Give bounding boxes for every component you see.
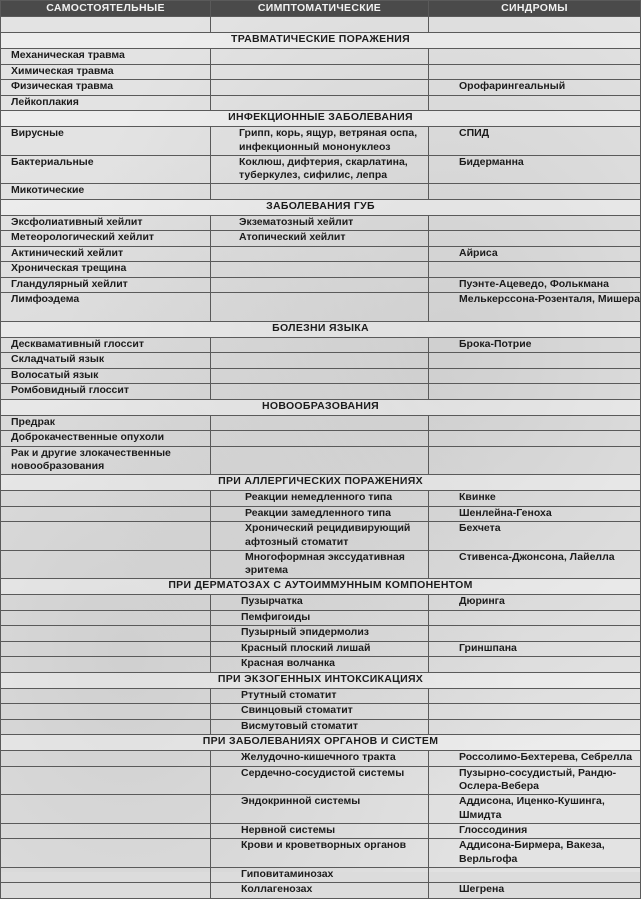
table-row	[1, 704, 641, 720]
symptomatic-cell: Хронический рецидивирующий афтозный стоматит	[211, 522, 429, 551]
independent-cell: Доброкачественные опухоли	[1, 431, 211, 447]
independent-cell	[1, 610, 211, 626]
symptomatic-cell	[211, 262, 429, 278]
table-row	[1, 277, 641, 293]
table-row	[1, 766, 641, 795]
symptomatic-cell: Грипп, корь, ящур, ветряная оспа, инфекционный мононуклеоз	[211, 127, 429, 156]
blank-cell	[1, 17, 211, 33]
independent-cell	[1, 688, 211, 704]
independent-cell	[1, 839, 211, 868]
independent-cell: Вирусные	[1, 127, 211, 156]
syndrome-cell	[429, 353, 641, 369]
symptomatic-cell	[211, 384, 429, 400]
syndrome-cell	[429, 262, 641, 278]
table-row	[1, 641, 641, 657]
symptomatic-cell	[211, 80, 429, 96]
independent-cell	[1, 719, 211, 735]
symptomatic-cell: Висмутовый стоматит	[211, 719, 429, 735]
table-row	[1, 719, 641, 735]
table-row	[1, 491, 641, 507]
independent-cell	[1, 641, 211, 657]
independent-cell: Бактериальные	[1, 155, 211, 184]
table-row	[1, 293, 641, 322]
syndrome-cell: Айриса	[429, 246, 641, 262]
section-header-row	[1, 579, 641, 595]
table-row	[1, 823, 641, 839]
section-title: НОВООБРАЗОВАНИЯ	[1, 399, 641, 415]
syndrome-cell: Брока-Потрие	[429, 337, 641, 353]
table-row	[1, 127, 641, 156]
independent-cell: Предрак	[1, 415, 211, 431]
symptomatic-cell	[211, 446, 429, 475]
symptomatic-cell: Экзематозный хейлит	[211, 215, 429, 231]
syndrome-cell	[429, 184, 641, 200]
independent-cell	[1, 867, 211, 883]
table-row	[1, 384, 641, 400]
independent-cell: Десквамативный глоссит	[1, 337, 211, 353]
section-title: ПРИ ДЕРМАТОЗАХ С АУТОИММУННЫМ КОМПОНЕНТОМ	[1, 579, 641, 595]
independent-cell: Химическая травма	[1, 64, 211, 80]
symptomatic-cell	[211, 337, 429, 353]
symptomatic-cell: Свинцовый стоматит	[211, 704, 429, 720]
independent-cell	[1, 883, 211, 899]
blank-row	[1, 17, 641, 33]
symptomatic-cell: Коллагенозах	[211, 883, 429, 899]
independent-cell	[1, 522, 211, 551]
syndrome-cell	[429, 64, 641, 80]
symptomatic-cell	[211, 368, 429, 384]
independent-cell	[1, 766, 211, 795]
header-independent: САМОСТОЯТЕЛЬНЫЕ	[1, 1, 211, 17]
syndrome-cell	[429, 384, 641, 400]
independent-cell: Механическая травма	[1, 49, 211, 65]
section-title: ПРИ АЛЛЕРГИЧЕСКИХ ПОРАЖЕНИЯХ	[1, 475, 641, 491]
independent-cell	[1, 823, 211, 839]
table-row	[1, 353, 641, 369]
syndrome-cell	[429, 867, 641, 883]
table-row	[1, 80, 641, 96]
syndrome-cell: Аддисона, Иценко-Кушинга, Шмидта	[429, 795, 641, 824]
independent-cell	[1, 751, 211, 767]
table-row	[1, 368, 641, 384]
symptomatic-cell: Сердечно-сосудистой системы	[211, 766, 429, 795]
independent-cell: Лейкоплакия	[1, 95, 211, 111]
table-row	[1, 49, 641, 65]
symptomatic-cell	[211, 353, 429, 369]
independent-cell: Метеорологический хейлит	[1, 231, 211, 247]
symptomatic-cell: Реакции немедленного типа	[211, 491, 429, 507]
table-row	[1, 751, 641, 767]
symptomatic-cell: Красная волчанка	[211, 657, 429, 673]
table-row	[1, 231, 641, 247]
header-syndromes: СИНДРОМЫ	[429, 1, 641, 17]
symptomatic-cell	[211, 246, 429, 262]
section-header-row	[1, 33, 641, 49]
syndrome-cell: Пузырно-сосудистый, Рандю-Ослера-Вебера	[429, 766, 641, 795]
header-symptomatic: СИМПТОМАТИЧЕСКИЕ	[211, 1, 429, 17]
independent-cell	[1, 795, 211, 824]
independent-cell: Гландулярный хейлит	[1, 277, 211, 293]
syndrome-cell	[429, 657, 641, 673]
syndrome-cell	[429, 95, 641, 111]
independent-cell	[1, 657, 211, 673]
symptomatic-cell: Желудочно-кишечного тракта	[211, 751, 429, 767]
independent-cell: Лимфоэдема	[1, 293, 211, 322]
syndrome-cell: Гриншпана	[429, 641, 641, 657]
table-row	[1, 595, 641, 611]
table-row	[1, 867, 641, 883]
symptomatic-cell: Гиповитаминозах	[211, 867, 429, 883]
table-row	[1, 522, 641, 551]
section-header-row	[1, 475, 641, 491]
independent-cell: Хроническая трещина	[1, 262, 211, 278]
symptomatic-cell: Пемфигоиды	[211, 610, 429, 626]
symptomatic-cell: Нервной системы	[211, 823, 429, 839]
section-header-row	[1, 199, 641, 215]
symptomatic-cell	[211, 277, 429, 293]
symptomatic-cell: Атопический хейлит	[211, 231, 429, 247]
independent-cell: Физическая травма	[1, 80, 211, 96]
syndrome-cell	[429, 368, 641, 384]
table-row	[1, 506, 641, 522]
table-row	[1, 446, 641, 475]
symptomatic-cell: Эндокринной системы	[211, 795, 429, 824]
independent-cell: Волосатый язык	[1, 368, 211, 384]
syndrome-cell	[429, 231, 641, 247]
table-row	[1, 657, 641, 673]
table-row	[1, 184, 641, 200]
syndrome-cell: СПИД	[429, 127, 641, 156]
symptomatic-cell: Пузырчатка	[211, 595, 429, 611]
symptomatic-cell: Многоформная экссудативная эритема	[211, 550, 429, 579]
table-row	[1, 883, 641, 899]
symptomatic-cell: Крови и кроветворных органов	[211, 839, 429, 868]
section-title: ПРИ ЭКЗОГЕННЫХ ИНТОКСИКАЦИЯХ	[1, 672, 641, 688]
independent-cell	[1, 626, 211, 642]
symptomatic-cell: Красный плоский лишай	[211, 641, 429, 657]
syndrome-cell	[429, 704, 641, 720]
section-title: ПРИ ЗАБОЛЕВАНИЯХ ОРГАНОВ И СИСТЕМ	[1, 735, 641, 751]
independent-cell: Ромбовидный глоссит	[1, 384, 211, 400]
symptomatic-cell: Коклюш, дифтерия, скарлатина, туберкулез, сифилис, лепра	[211, 155, 429, 184]
table-row	[1, 337, 641, 353]
section-header-row	[1, 111, 641, 127]
syndrome-cell: Мелькерссона-Розенталя, Мишера	[429, 293, 641, 322]
table-row	[1, 688, 641, 704]
section-header-row	[1, 735, 641, 751]
symptomatic-cell	[211, 184, 429, 200]
independent-cell	[1, 491, 211, 507]
independent-cell: Актинический хейлит	[1, 246, 211, 262]
independent-cell	[1, 704, 211, 720]
table-row	[1, 215, 641, 231]
independent-cell	[1, 506, 211, 522]
syndrome-cell: Квинке	[429, 491, 641, 507]
independent-cell: Эксфолиативный хейлит	[1, 215, 211, 231]
section-title: ТРАВМАТИЧЕСКИЕ ПОРАЖЕНИЯ	[1, 33, 641, 49]
syndrome-cell: Шегрена	[429, 883, 641, 899]
syndrome-cell	[429, 215, 641, 231]
table-row	[1, 155, 641, 184]
table-row	[1, 415, 641, 431]
symptomatic-cell	[211, 95, 429, 111]
syndrome-cell: Аддисона-Бирмера, Вакеза, Верльгофа	[429, 839, 641, 868]
table-row	[1, 262, 641, 278]
syndrome-cell: Бидерманна	[429, 155, 641, 184]
syndrome-cell: Россолимо-Бехтерева, Себрелла	[429, 751, 641, 767]
table-row	[1, 246, 641, 262]
syndrome-cell	[429, 626, 641, 642]
section-title: ЗАБОЛЕВАНИЯ ГУБ	[1, 199, 641, 215]
table-body	[1, 17, 641, 899]
syndrome-cell	[429, 431, 641, 447]
symptomatic-cell: Пузырный эпидермолиз	[211, 626, 429, 642]
blank-cell	[211, 17, 429, 33]
table-row	[1, 795, 641, 824]
independent-cell: Рак и другие злокачественные новообразования	[1, 446, 211, 475]
section-header-row	[1, 321, 641, 337]
syndrome-cell: Стивенса-Джонсона, Лайелла	[429, 550, 641, 579]
section-header-row	[1, 672, 641, 688]
independent-cell: Складчатый язык	[1, 353, 211, 369]
syndrome-cell	[429, 610, 641, 626]
symptomatic-cell	[211, 49, 429, 65]
syndrome-cell	[429, 415, 641, 431]
syndrome-cell: Пуэнте-Ацеведо, Фолькмана	[429, 277, 641, 293]
syndrome-cell	[429, 446, 641, 475]
syndrome-cell	[429, 688, 641, 704]
syndrome-cell: Глоссодиния	[429, 823, 641, 839]
syndrome-cell	[429, 49, 641, 65]
table-row	[1, 839, 641, 868]
table-row	[1, 550, 641, 579]
symptomatic-cell: Ртутный стоматит	[211, 688, 429, 704]
table-header	[1, 1, 641, 17]
symptomatic-cell	[211, 431, 429, 447]
symptomatic-cell	[211, 64, 429, 80]
table-row	[1, 431, 641, 447]
independent-cell	[1, 595, 211, 611]
syndrome-cell: Бехчета	[429, 522, 641, 551]
symptomatic-cell	[211, 415, 429, 431]
independent-cell	[1, 550, 211, 579]
syndrome-cell: Шенлейна-Геноха	[429, 506, 641, 522]
table-row	[1, 95, 641, 111]
syndrome-cell	[429, 719, 641, 735]
section-title: БОЛЕЗНИ ЯЗЫКА	[1, 321, 641, 337]
symptomatic-cell	[211, 293, 429, 322]
syndrome-cell: Дюринга	[429, 595, 641, 611]
table-row	[1, 626, 641, 642]
section-header-row	[1, 399, 641, 415]
independent-cell: Микотические	[1, 184, 211, 200]
table-row	[1, 610, 641, 626]
table-row	[1, 64, 641, 80]
syndrome-cell: Орофарингеальный	[429, 80, 641, 96]
section-title: ИНФЕКЦИОННЫЕ ЗАБОЛЕВАНИЯ	[1, 111, 641, 127]
blank-cell	[429, 17, 641, 33]
symptomatic-cell: Реакции замедленного типа	[211, 506, 429, 522]
